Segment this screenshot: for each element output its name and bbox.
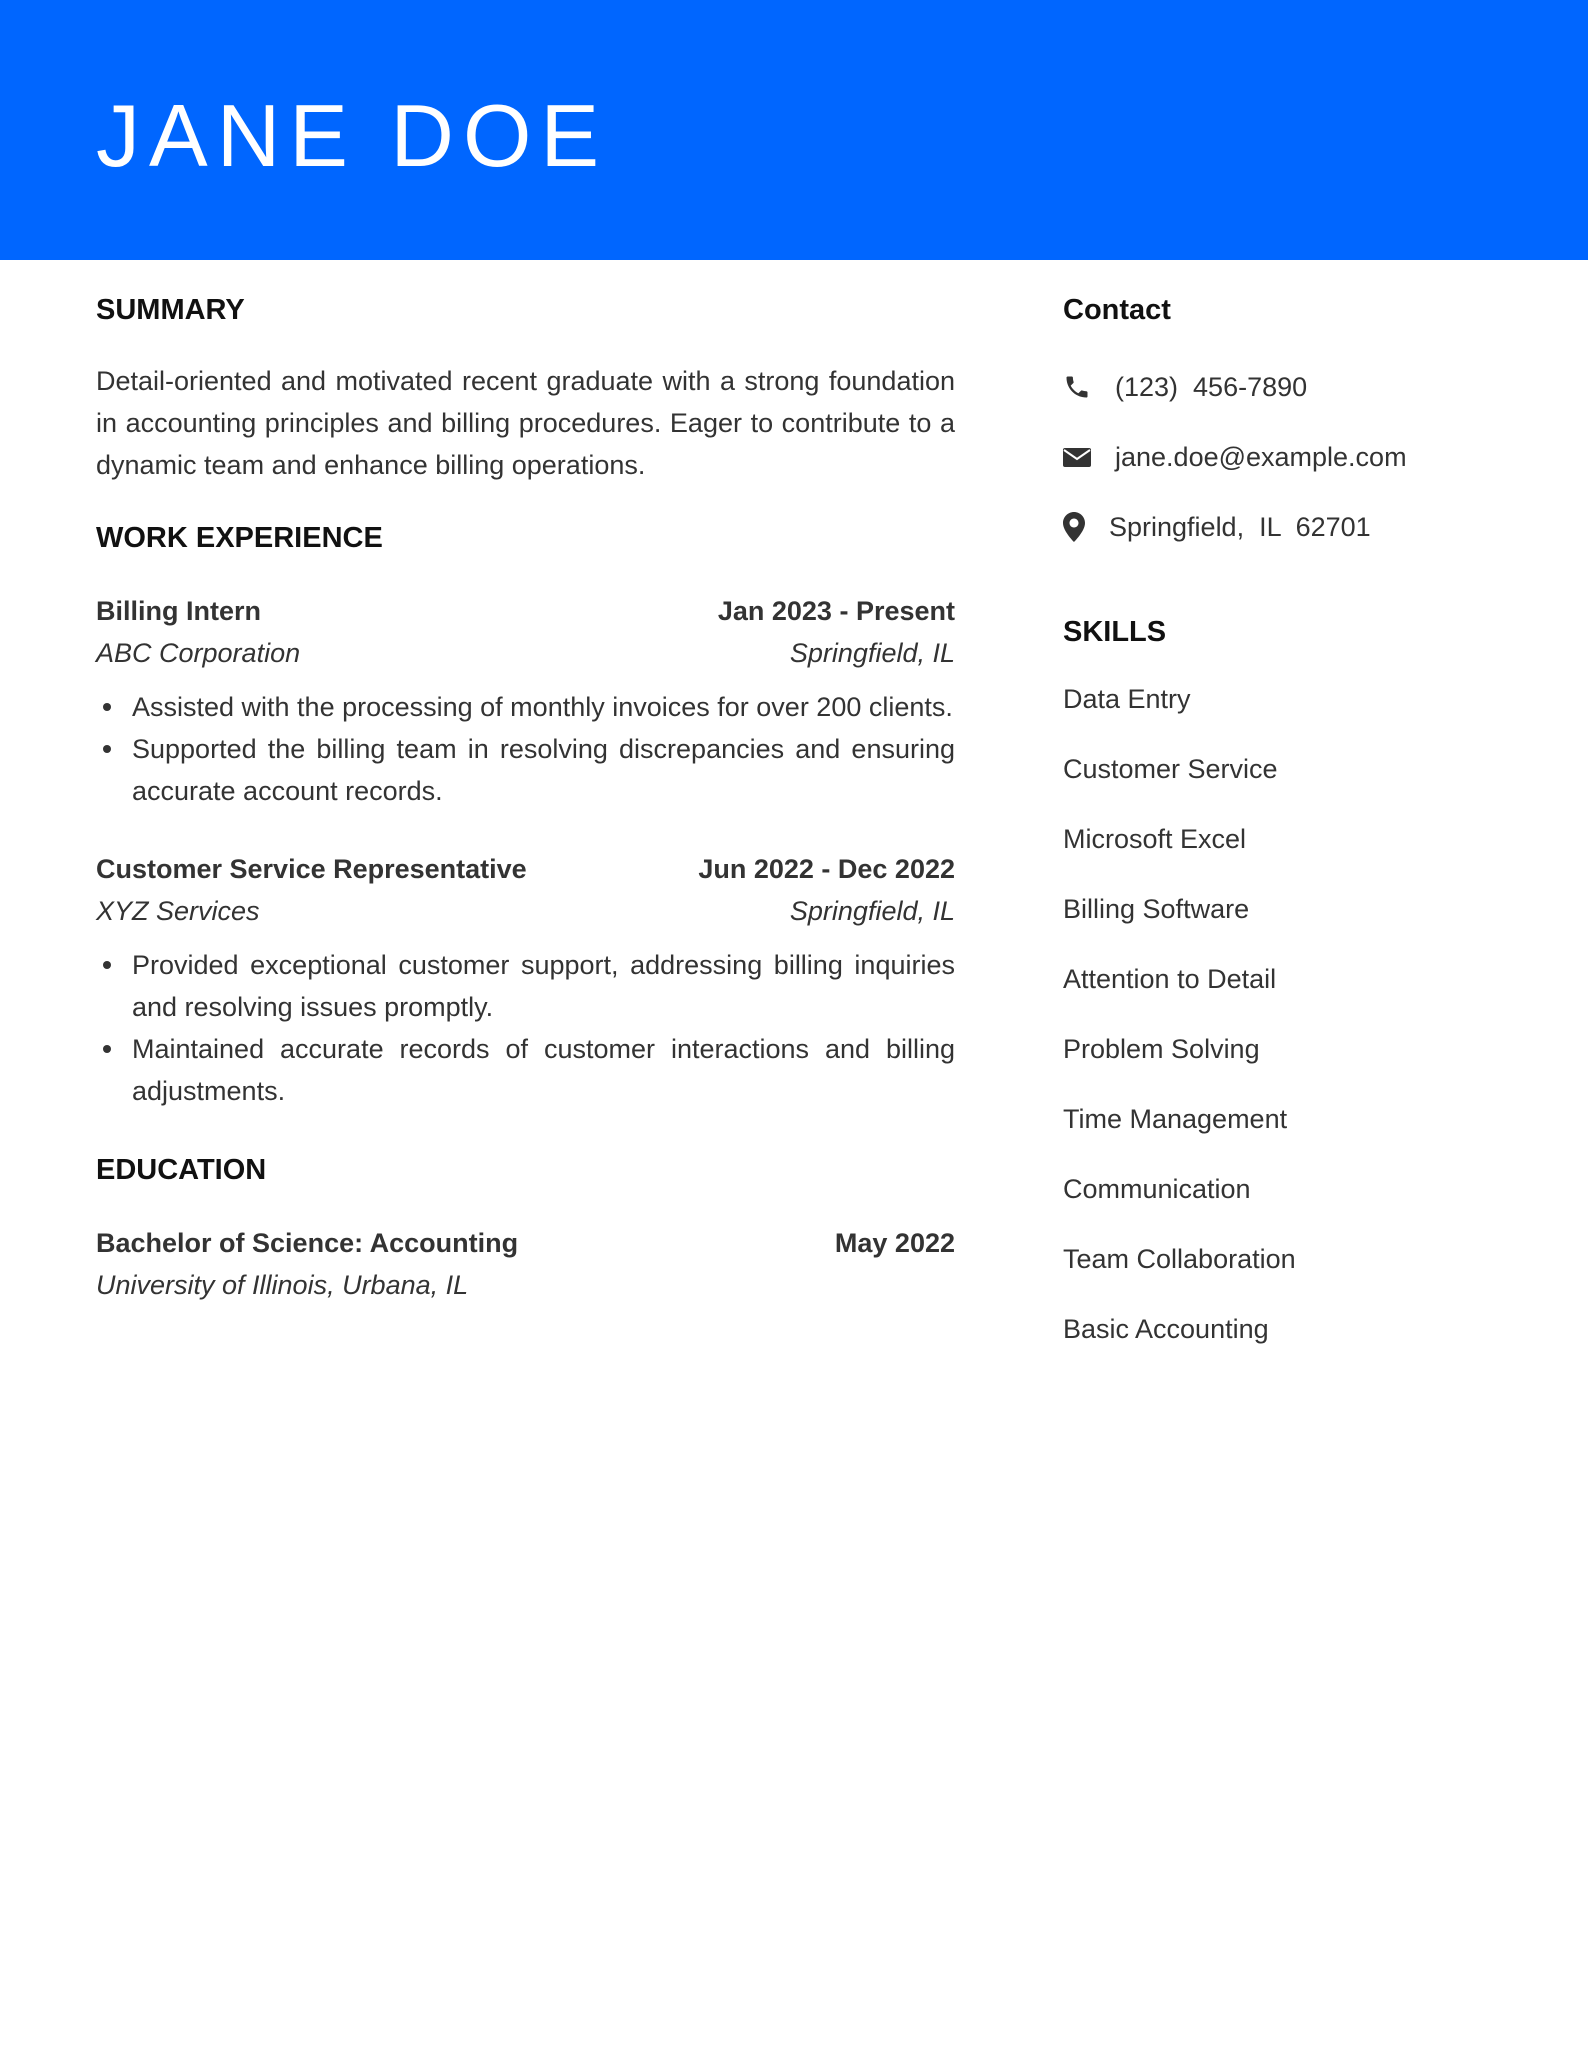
graduation-date: May 2022 bbox=[834, 1228, 955, 1258]
contact-location bbox=[1063, 506, 1523, 548]
job-bullet-text: Provided exceptional customer support, addressing billing inquiries and resolving issues promptly. bbox=[132, 950, 955, 1022]
skills-heading: SKILLS bbox=[1063, 616, 1167, 648]
map-marker-icon bbox=[1063, 512, 1093, 542]
contact-email bbox=[1063, 436, 1523, 478]
job-location: Springfield, IL bbox=[789, 896, 955, 926]
job-company: XYZ Services bbox=[96, 896, 260, 926]
job-entry bbox=[96, 590, 955, 812]
job-bullet bbox=[96, 728, 955, 812]
location-text: Springfield, IL 62701 bbox=[1109, 511, 1371, 542]
bullet-dot-icon bbox=[103, 961, 111, 969]
job-bullet-text: Assisted with the processing of monthly invoices for over 200 clients. bbox=[132, 692, 953, 722]
candidate-name: JANE DOE bbox=[96, 86, 609, 185]
education-heading: EDUCATION bbox=[96, 1154, 267, 1186]
job-company: ABC Corporation bbox=[96, 638, 301, 668]
degree: Bachelor of Science: Accounting bbox=[96, 1228, 519, 1258]
skill-item: Team Collaboration bbox=[1063, 1244, 1296, 1274]
skill-item: Billing Software bbox=[1063, 894, 1250, 924]
skill-item: Basic Accounting bbox=[1063, 1314, 1269, 1344]
summary-heading: SUMMARY bbox=[96, 294, 245, 326]
envelope-icon bbox=[1063, 442, 1093, 472]
job-title: Billing Intern bbox=[96, 596, 261, 626]
summary-text: Detail-oriented and motivated recent graduate with a strong foundation in accounting principles and billing procedures. Eager to contribute to a dynamic team and enhance billing operations. bbox=[96, 366, 955, 480]
bullet-dot-icon bbox=[103, 745, 111, 753]
email-address: jane.doe@example.com bbox=[1115, 441, 1407, 472]
skill-item: Communication bbox=[1063, 1174, 1251, 1204]
job-bullet bbox=[96, 686, 955, 728]
job-bullet bbox=[96, 1028, 955, 1112]
header-banner bbox=[0, 0, 1588, 260]
phone-icon bbox=[1063, 372, 1093, 402]
skill-item: Microsoft Excel bbox=[1063, 824, 1247, 854]
skill-item: Data Entry bbox=[1063, 684, 1191, 714]
sidebar-column bbox=[1063, 260, 1523, 1350]
contact-heading: Contact bbox=[1063, 294, 1171, 326]
skill-item: Time Management bbox=[1063, 1104, 1288, 1134]
job-dates: Jun 2022 - Dec 2022 bbox=[698, 854, 955, 884]
job-bullet bbox=[96, 944, 955, 1028]
job-bullet-text: Supported the billing team in resolving discrepancies and ensuring accurate account records. bbox=[132, 734, 955, 806]
work-experience-heading: WORK EXPERIENCE bbox=[96, 522, 383, 554]
job-bullet-text: Maintained accurate records of customer interactions and billing adjustments. bbox=[132, 1034, 955, 1106]
job-bullets bbox=[96, 944, 955, 1112]
job-location: Springfield, IL bbox=[789, 638, 955, 668]
bullet-dot-icon bbox=[103, 703, 111, 711]
main-column bbox=[96, 260, 955, 1306]
skill-item: Customer Service bbox=[1063, 754, 1278, 784]
contact-phone bbox=[1063, 366, 1523, 408]
job-bullets bbox=[96, 686, 955, 812]
job-title: Customer Service Representative bbox=[96, 854, 527, 884]
skill-item: Problem Solving bbox=[1063, 1034, 1260, 1064]
skill-item: Attention to Detail bbox=[1063, 964, 1277, 994]
school: University of Illinois, Urbana, IL bbox=[96, 1270, 469, 1300]
job-dates: Jan 2023 - Present bbox=[717, 596, 955, 626]
education-entry bbox=[96, 1222, 955, 1306]
bullet-dot-icon bbox=[103, 1045, 111, 1053]
skills-list bbox=[1063, 678, 1523, 1350]
phone-number: (123) 456-7890 bbox=[1115, 371, 1308, 402]
job-entry bbox=[96, 848, 955, 1112]
